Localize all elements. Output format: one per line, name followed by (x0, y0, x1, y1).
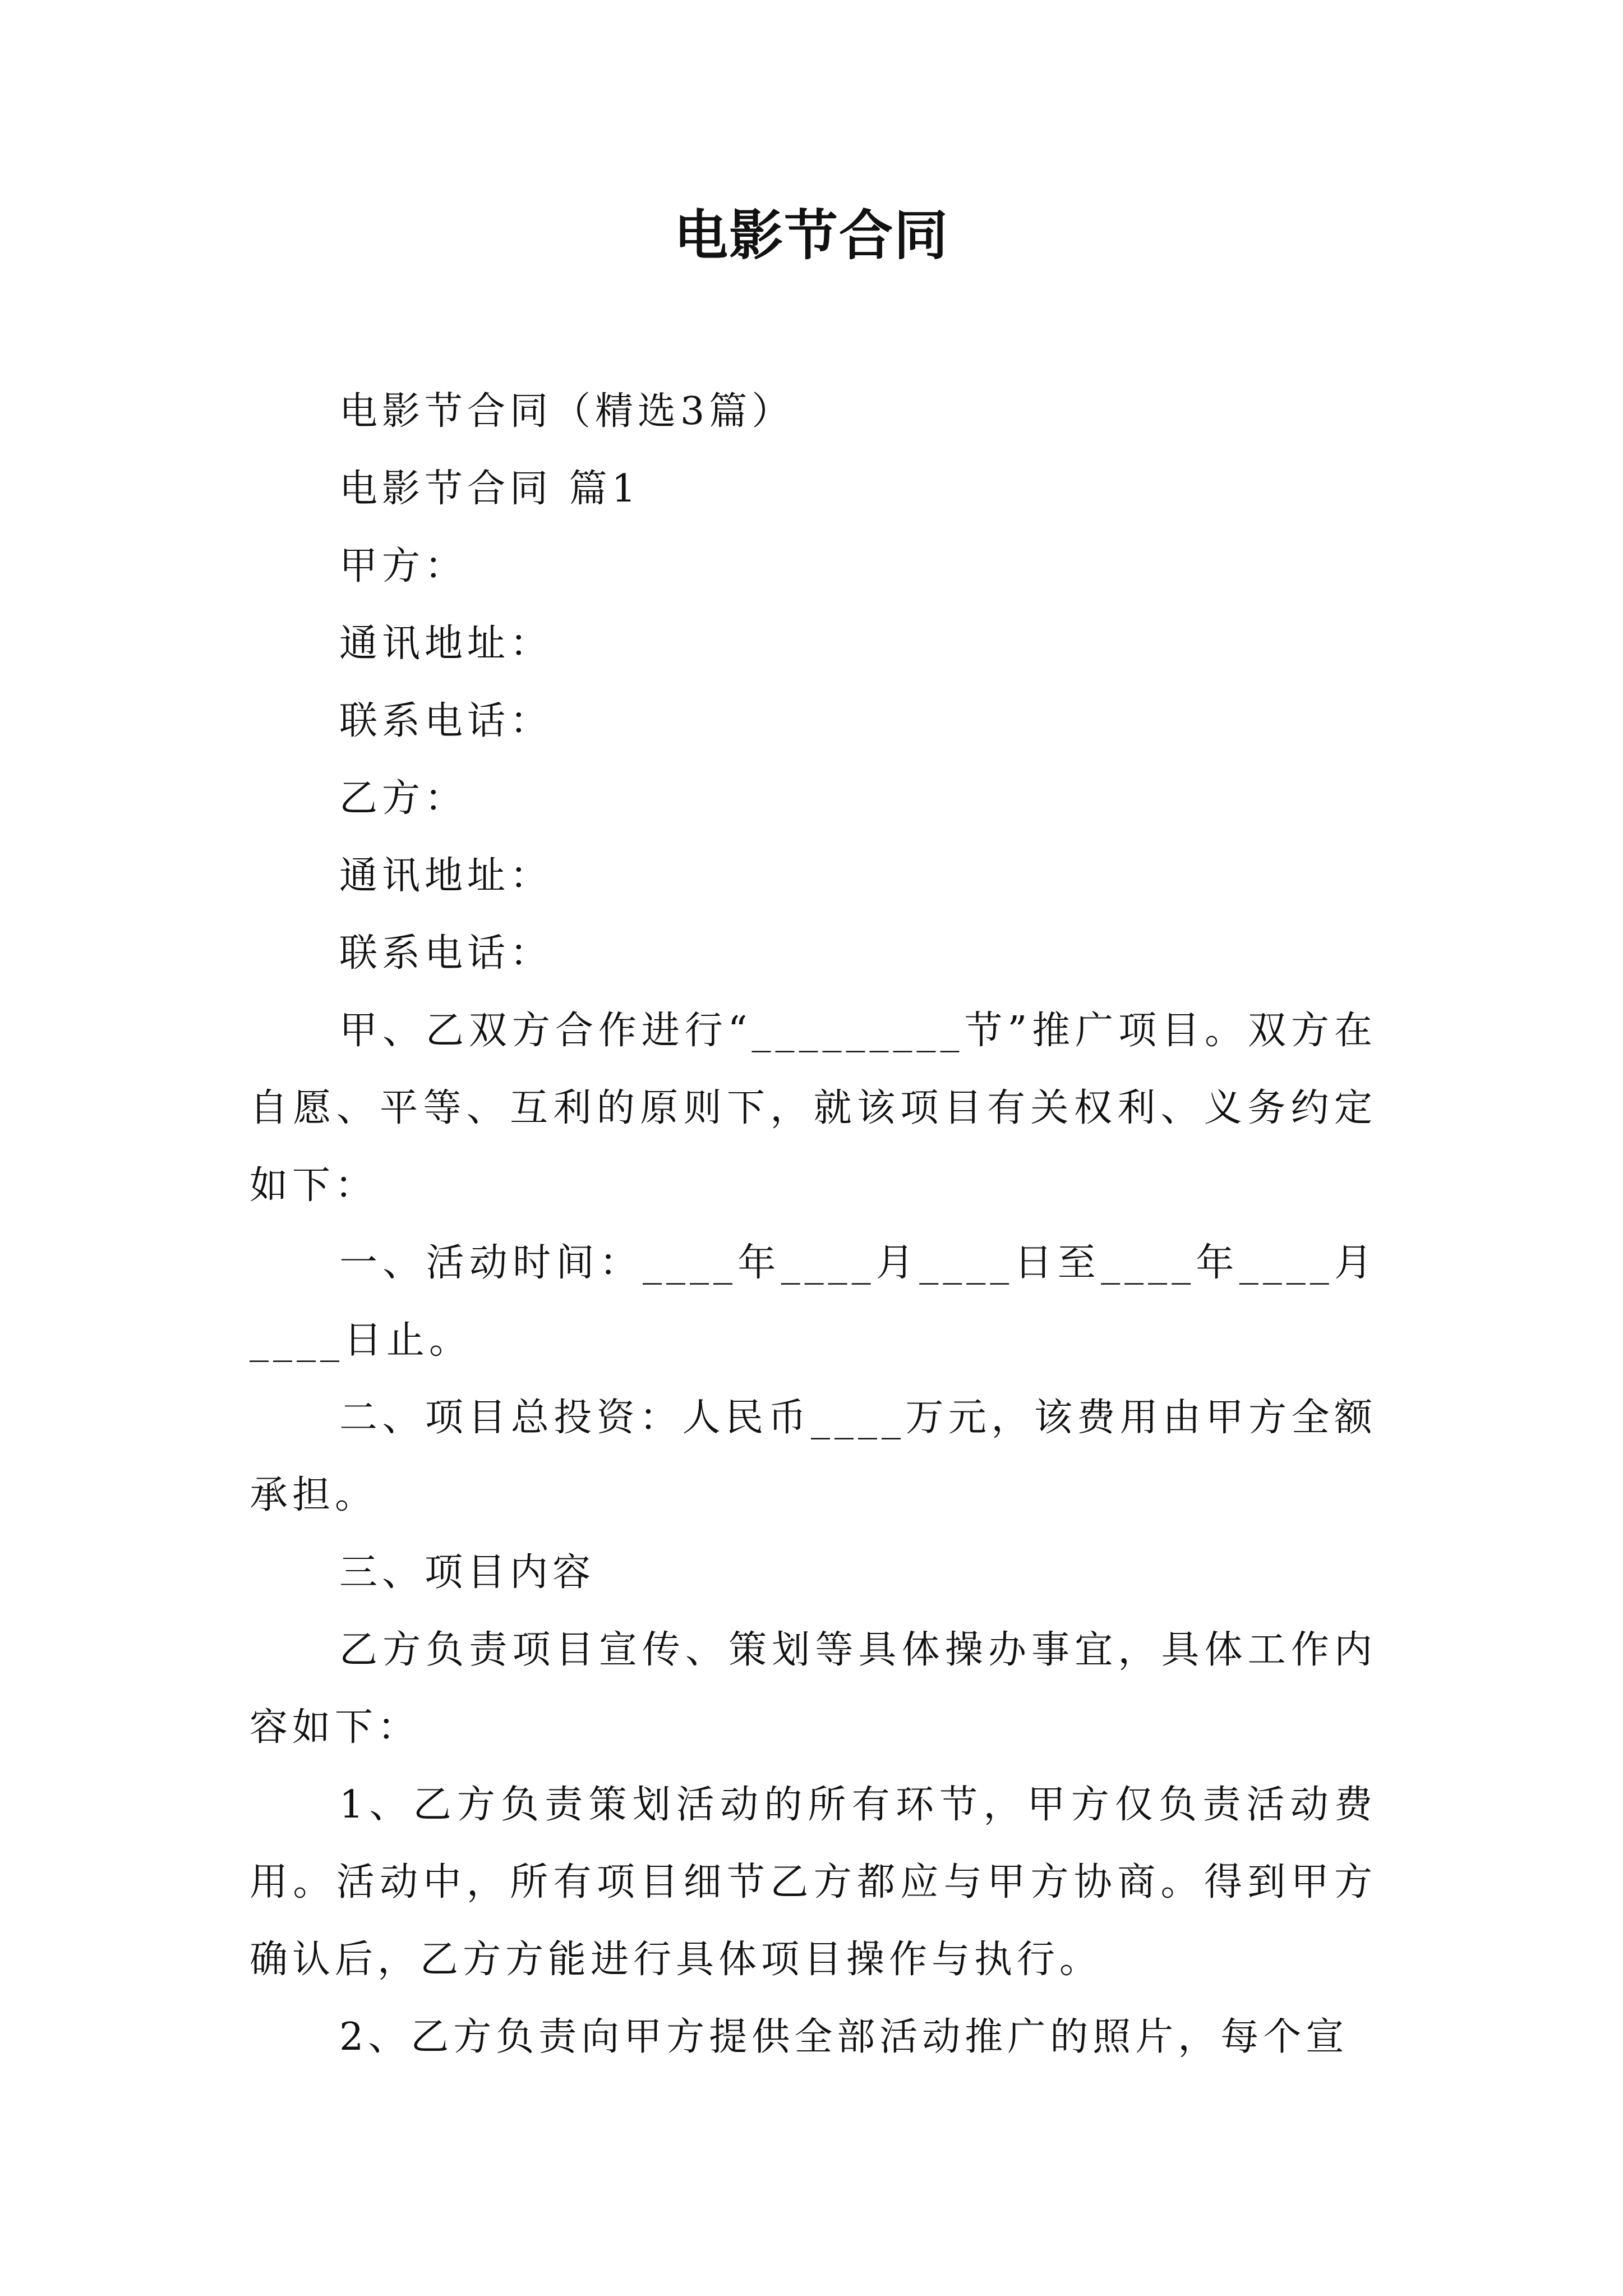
paragraph-project-content-heading: 三、项目内容 (339, 1550, 596, 1595)
paragraph-party-b: 乙方： (339, 776, 468, 821)
paragraph-item-2: 2、乙方负责向甲方提供全部活动推广的照片，每个宣 (339, 2015, 1349, 2059)
paragraph-total-investment: 二、项目总投资：人民币____万元，该费用由甲方全额承担。 (250, 1396, 1377, 1517)
paragraph-party-a: 甲方： (339, 544, 468, 588)
paragraph-party-a-phone: 联系电话： (339, 699, 553, 743)
paragraph-project-content-intro: 乙方负责项目宣传、策划等具体操办事宜，具体工作内容如下： (250, 1628, 1377, 1750)
paragraph-subtitle: 电影节合同（精选3篇） (339, 389, 795, 434)
paragraph-item-1: 1、乙方负责策划活动的所有环节，甲方仅负责活动费用。活动中，所有项目细节乙方都应与甲方协商。得到甲方确认后，乙方方能进行具体项目操作与执行。 (250, 1783, 1377, 1982)
paragraph-party-a-address: 通讯地址： (339, 622, 553, 666)
paragraph-intro: 甲、乙双方合作进行“_________节”推广项目。双方在自愿、平等、互利的原则下，就该项目有关权利、义务约定如下： (250, 1009, 1377, 1208)
paragraph-section-heading: 电影节合同 篇1 (339, 467, 640, 511)
document-title: 电影节合同 (674, 204, 949, 267)
paragraph-party-b-address: 通讯地址： (339, 854, 553, 898)
paragraph-activity-time: 一、活动时间：____年____月____日至____年____月____日止。 (250, 1241, 1377, 1363)
paragraph-party-b-phone: 联系电话： (339, 931, 553, 976)
document-body (250, 373, 1377, 2076)
